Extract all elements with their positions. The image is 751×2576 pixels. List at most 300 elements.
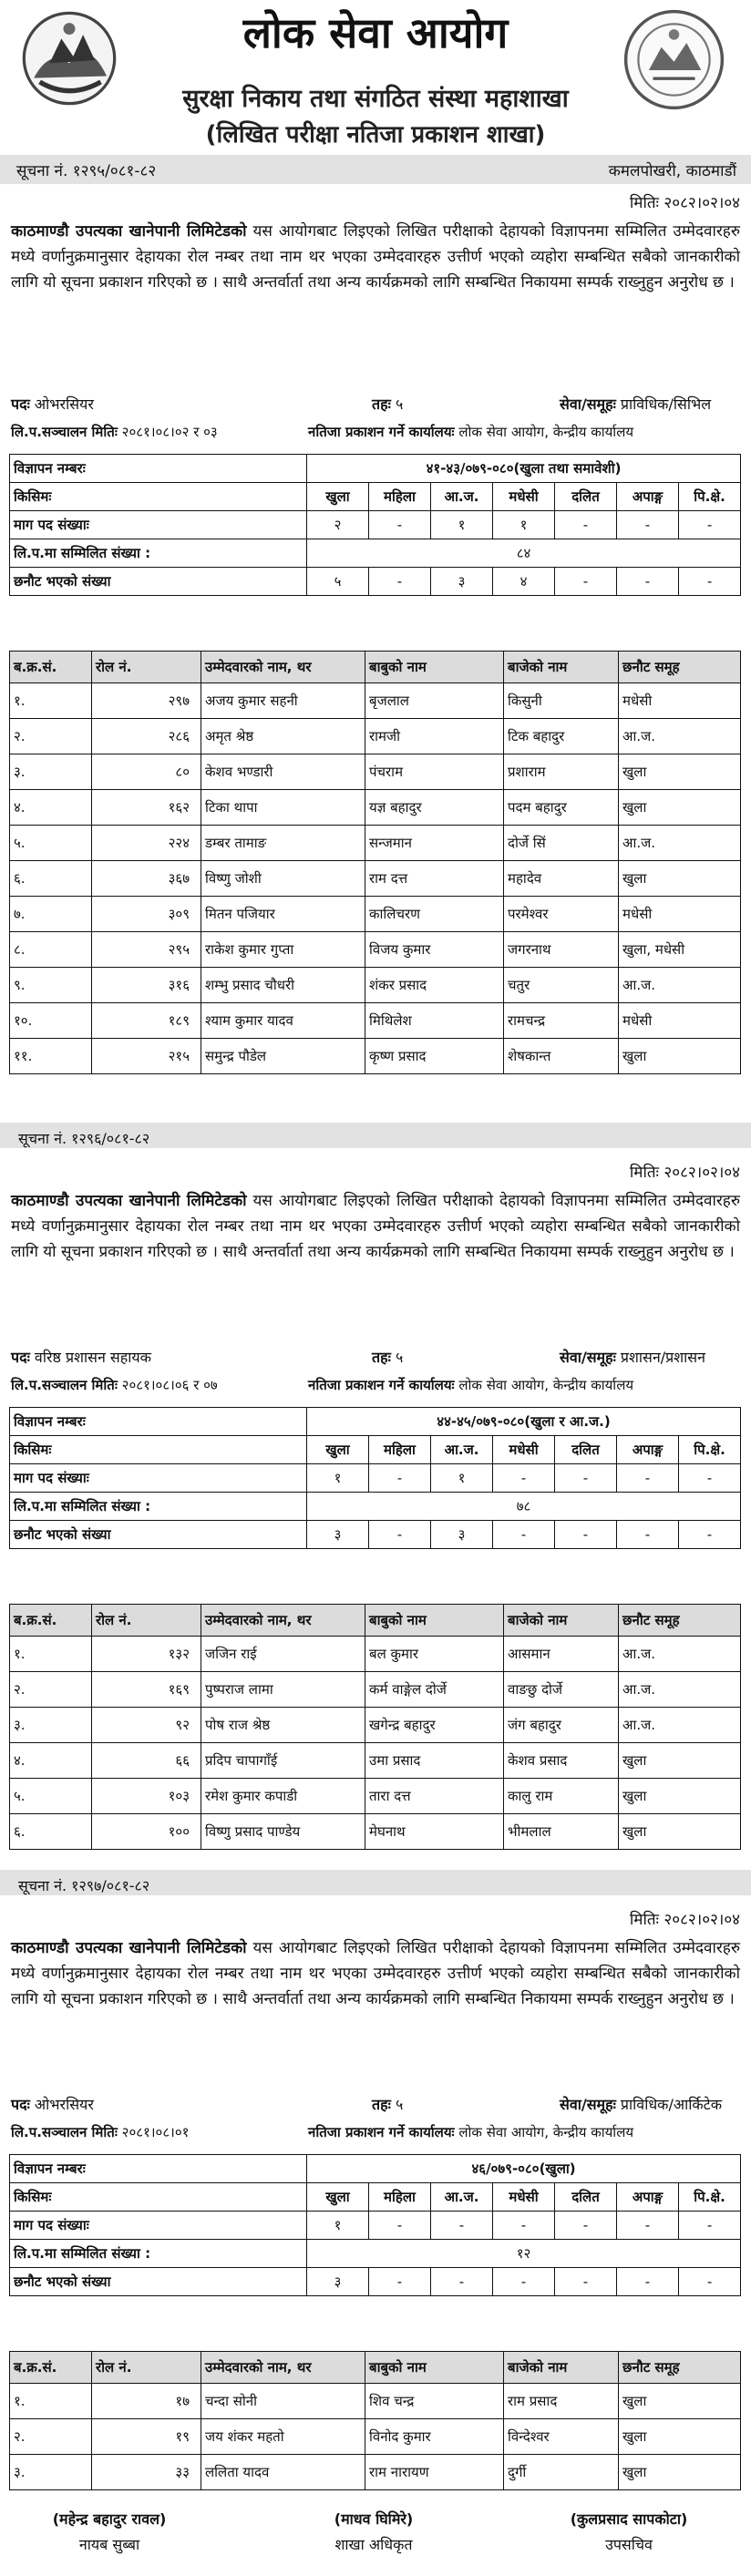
signatory-title: शाखा अधिकृत	[334, 2536, 413, 2553]
kind-label: किसिमः	[10, 2183, 307, 2212]
group-cell: खुला	[619, 790, 741, 826]
category-header: खुला	[307, 2183, 369, 2212]
grandfather-name-cell: प्रशाराम	[504, 754, 619, 790]
notice-date: मितिः २०८२।०२।०४	[629, 194, 740, 212]
table-row	[10, 1779, 741, 1814]
demand-cell: -	[369, 2212, 431, 2240]
group-cell: खुला	[619, 2455, 741, 2490]
candidate-name-cell: प्रदिप चापागाँई	[201, 1743, 365, 1779]
signatory-name: (कुलप्रसाद सापकोटा)	[570, 2510, 688, 2528]
notice-paragraph	[11, 1935, 740, 2012]
exam-info-row	[0, 1372, 751, 1398]
column-header: बाबुको नाम	[365, 1605, 504, 1637]
serial-cell: ७.	[10, 897, 92, 932]
notice-bar	[0, 155, 751, 184]
table-row	[10, 968, 741, 1003]
serial-cell: ६.	[10, 861, 92, 897]
selected-cell: ३	[431, 568, 493, 596]
organization-name: काठमाण्डौ उपत्यका खानेपानी लिमिटेडको	[11, 1192, 247, 1210]
table-row	[10, 1743, 741, 1779]
grandfather-name-cell: महादेव	[504, 861, 619, 897]
service-field: सेवा/समूहः प्राविधिक/आर्किटेक	[560, 2096, 722, 2113]
roll-number-cell: २२४	[92, 826, 201, 861]
group-cell: आ.ज.	[619, 1708, 741, 1743]
candidate-name-cell: टिका थापा	[201, 790, 365, 826]
selected-cell: -	[679, 568, 741, 596]
grandfather-name-cell: आसमान	[504, 1637, 619, 1672]
total-value: ८४	[307, 539, 741, 568]
selected-cell: -	[555, 568, 617, 596]
column-header: ब.क्र.सं.	[10, 2352, 92, 2384]
notice-bar	[0, 1870, 751, 1895]
group-cell: खुला	[619, 754, 741, 790]
father-name-cell: शिव चन्द्र	[365, 2384, 504, 2419]
selected-cell: ५	[307, 568, 369, 596]
group-cell: खुला	[619, 1779, 741, 1814]
roll-number-cell: २९७	[92, 683, 201, 719]
category-header: खुला	[307, 483, 369, 511]
selected-cell: -	[493, 1521, 555, 1549]
category-header: आ.ज.	[431, 2183, 493, 2212]
post-info-row	[0, 1343, 751, 1369]
selected-cell: -	[431, 2268, 493, 2296]
candidate-name-cell: पोष राज श्रेष्ठ	[201, 1708, 365, 1743]
category-header: अपाङ्ग	[617, 1436, 679, 1464]
signatory-title: उपसचिव	[605, 2536, 653, 2553]
table-row	[10, 897, 741, 932]
serial-cell: १.	[10, 683, 92, 719]
post-field: पदः ओभरसियर	[11, 395, 94, 413]
grandfather-name-cell: केशव प्रसाद	[504, 1743, 619, 1779]
post-field: पदः ओभरसियर	[11, 2096, 94, 2113]
table-row	[10, 1637, 741, 1672]
father-name-cell: राम दत्त	[365, 861, 504, 897]
adv-no-value: ४४-४५/०७९-०८०(खुला र आ.ज.)	[307, 1408, 741, 1436]
grandfather-name-cell: परमेश्वर	[504, 897, 619, 932]
result-office-field: नतिजा प्रकाशन गर्ने कार्यालयः लोक सेवा आयोग, केन्द्रीय कार्यालय	[308, 424, 634, 440]
roll-number-cell: २८६	[92, 719, 201, 754]
column-header: छनौट समूह	[619, 652, 741, 683]
serial-cell: ५.	[10, 1779, 92, 1814]
total-label: लि.प.मा सम्मिलित संख्या :	[10, 1493, 307, 1521]
selected-cell: -	[679, 2268, 741, 2296]
signatory	[9, 2509, 210, 2554]
selected-cell: -	[369, 1521, 431, 1549]
table-row	[10, 826, 741, 861]
candidate-name-cell: अजय कुमार सहनी	[201, 683, 365, 719]
serial-cell: १.	[10, 1637, 92, 1672]
category-header: अपाङ्ग	[617, 2183, 679, 2212]
candidate-name-cell: शम्भु प्रसाद चौधरी	[201, 968, 365, 1003]
table-row	[10, 1672, 741, 1708]
demand-cell: -	[617, 511, 679, 539]
demand-cell: -	[493, 2212, 555, 2240]
serial-cell: ३.	[10, 754, 92, 790]
roll-number-cell: ३३	[92, 2455, 201, 2490]
roll-number-cell: १९	[92, 2419, 201, 2455]
candidate-name-cell: श्याम कुमार यादव	[201, 1003, 365, 1039]
category-header: महिला	[369, 2183, 431, 2212]
demand-label: माग पद संख्याः	[10, 511, 307, 539]
demand-cell: १	[493, 511, 555, 539]
candidate-name-cell: केशव भण्डारी	[201, 754, 365, 790]
table-row	[10, 2384, 741, 2419]
father-name-cell: पंचराम	[365, 754, 504, 790]
commission-title: लोक सेवा आयोग	[242, 8, 509, 57]
selected-cell: ३	[431, 1521, 493, 1549]
notice-paragraph	[11, 1188, 740, 1265]
grandfather-name-cell: दुर्गी	[504, 2455, 619, 2490]
roll-number-cell: ३१६	[92, 968, 201, 1003]
demand-cell: -	[679, 511, 741, 539]
group-cell: आ.ज.	[619, 968, 741, 1003]
grandfather-name-cell: जंग बहादुर	[504, 1708, 619, 1743]
exam-date-field: लि.प.सञ्चालन मितिः २०८१।०८।०२ र ०३	[11, 424, 218, 440]
notice-body: यस आयोगबाट लिइएको लिखित परीक्षाको देहायको विज्ञापनमा सम्मिलित उम्मेदवारहरु मध्ये वर्णानुक्रमानुसार देहायका रोल नम्बर तथा नाम थर भएका उम्मेदवारहरु उत्तीर्ण भएको व्यहोरा सम्बन्धित सबैको जानकारीको लागि यो सूचना प्रकाशन गरिएको छ । साथै अन्तर्वार्ता तथा अन्य कार्यक्रमको लागि सम्बन्धित निकायमा सम्पर्क राख्नुहुन अनुरोध छ ।	[11, 222, 740, 292]
father-name-cell: सन्जमान	[365, 826, 504, 861]
selected-cell: -	[617, 1521, 679, 1549]
demand-cell: -	[617, 2212, 679, 2240]
category-header: आ.ज.	[431, 483, 493, 511]
demand-cell: -	[679, 2212, 741, 2240]
candidate-name-cell: समुन्द्र पौडेल	[201, 1039, 365, 1074]
category-header: पि.क्षे.	[679, 2183, 741, 2212]
candidate-name-cell: डम्बर तामाङ	[201, 826, 365, 861]
group-cell: खुला	[619, 1039, 741, 1074]
roll-number-cell: ८०	[92, 754, 201, 790]
demand-cell: -	[369, 511, 431, 539]
column-header: बाजेको नाम	[504, 652, 619, 683]
column-header: रोल नं.	[92, 1605, 201, 1637]
signatory-title: नायब सुब्बा	[78, 2536, 140, 2553]
demand-cell: -	[369, 1464, 431, 1493]
signatory	[520, 2509, 738, 2554]
post-info-row	[0, 390, 751, 416]
category-header: दलित	[555, 2183, 617, 2212]
demand-cell: -	[679, 1464, 741, 1493]
category-header: मधेसी	[493, 483, 555, 511]
column-header: उम्मेदवारको नाम, थर	[201, 2352, 365, 2384]
group-cell: मधेसी	[619, 1003, 741, 1039]
service-field: सेवा/समूहः प्राविधिक/सिभिल	[560, 395, 712, 413]
grandfather-name-cell: राम प्रसाद	[504, 2384, 619, 2419]
table-row	[10, 2419, 741, 2455]
results-table	[9, 1604, 741, 1850]
post-field: पदः वरिष्ठ प्रशासन सहायक	[11, 1349, 151, 1366]
post-info-row	[0, 2090, 751, 2116]
serial-cell: १.	[10, 2384, 92, 2419]
group-cell: खुला	[619, 1814, 741, 1850]
selected-cell: ४	[493, 568, 555, 596]
category-header: दलित	[555, 483, 617, 511]
roll-number-cell: १०३	[92, 1779, 201, 1814]
column-header: ब.क्र.सं.	[10, 1605, 92, 1637]
level-field: तहः ५	[372, 2096, 404, 2113]
candidate-name-cell: पुष्पराज लामा	[201, 1672, 365, 1708]
adv-no-value: ४६/०७९-०८०(खुला)	[307, 2155, 741, 2183]
candidate-name-cell: रमेश कुमार कपाडी	[201, 1779, 365, 1814]
roll-number-cell: ९२	[92, 1708, 201, 1743]
signatory-name: (माधव घिमिरे)	[334, 2510, 414, 2528]
psc-logo-icon	[622, 7, 726, 112]
grandfather-name-cell: विन्देश्वर	[504, 2419, 619, 2455]
demand-cell: -	[431, 2212, 493, 2240]
selected-label: छनौट भएको संख्या	[10, 2268, 307, 2296]
kind-label: किसिमः	[10, 483, 307, 511]
result-office-field: नतिजा प्रकाशन गर्ने कार्यालयः लोक सेवा आयोग, केन्द्रीय कार्यालय	[308, 1377, 634, 1393]
father-name-cell: यज्ञ बहादुर	[365, 790, 504, 826]
column-header: बाजेको नाम	[504, 2352, 619, 2384]
column-header: छनौट समूह	[619, 2352, 741, 2384]
grandfather-name-cell: जगरनाथ	[504, 932, 619, 968]
column-header: बाजेको नाम	[504, 1605, 619, 1637]
result-office-field: नतिजा प्रकाशन गर्ने कार्यालयः लोक सेवा आयोग, केन्द्रीय कार्यालय	[308, 2124, 634, 2140]
category-header: मधेसी	[493, 1436, 555, 1464]
father-name-cell: बल कुमार	[365, 1637, 504, 1672]
notice-date: मितिः २०८२।०२।०४	[629, 1164, 740, 1182]
selected-cell: -	[369, 2268, 431, 2296]
selected-cell: -	[679, 1521, 741, 1549]
demand-label: माग पद संख्याः	[10, 2212, 307, 2240]
adv-no-label: विज्ञापन नम्बरः	[10, 455, 307, 483]
selected-label: छनौट भएको संख्या	[10, 1521, 307, 1549]
branch-title: (लिखित परीक्षा नतिजा प्रकाशन शाखा)	[205, 121, 546, 149]
table-row	[10, 719, 741, 754]
roll-number-cell: १००	[92, 1814, 201, 1850]
table-row	[10, 754, 741, 790]
group-cell: मधेसी	[619, 897, 741, 932]
serial-cell: ५.	[10, 826, 92, 861]
level-field: तहः ५	[372, 1349, 404, 1366]
selected-cell: -	[493, 2268, 555, 2296]
column-header: उम्मेदवारको नाम, थर	[201, 652, 365, 683]
serial-cell: २.	[10, 1672, 92, 1708]
father-name-cell: कालिचरण	[365, 897, 504, 932]
selected-cell: -	[369, 568, 431, 596]
roll-number-cell: १६२	[92, 790, 201, 826]
demand-cell: -	[617, 1464, 679, 1493]
roll-number-cell: २१५	[92, 1039, 201, 1074]
serial-cell: ३.	[10, 1708, 92, 1743]
demand-cell: १	[307, 1464, 369, 1493]
total-label: लि.प.मा सम्मिलित संख्या :	[10, 539, 307, 568]
category-header: अपाङ्ग	[617, 483, 679, 511]
group-cell: खुला, मधेसी	[619, 932, 741, 968]
exam-date-field: लि.प.सञ्चालन मितिः २०८१।०८।०१	[11, 2124, 190, 2140]
notice-section-1	[0, 184, 751, 1123]
table-row	[10, 1003, 741, 1039]
demand-cell: १	[307, 2212, 369, 2240]
group-cell: आ.ज.	[619, 719, 741, 754]
advertisement-table	[9, 454, 741, 596]
notice-number: सूचना नं. १२९७/०८१-८२	[18, 1877, 150, 1894]
group-cell: आ.ज.	[619, 1637, 741, 1672]
notice-number: सूचना नं. १२९५/०८१-८२	[16, 162, 157, 180]
table-row	[10, 1814, 741, 1850]
column-header: ब.क्र.सं.	[10, 652, 92, 683]
demand-cell: -	[555, 511, 617, 539]
exam-info-row	[0, 419, 751, 445]
selected-cell: -	[617, 568, 679, 596]
notice-section-2	[0, 1123, 751, 1870]
demand-cell: -	[555, 1464, 617, 1493]
father-name-cell: मेघनाथ	[365, 1814, 504, 1850]
candidate-name-cell: ललिता यादव	[201, 2455, 365, 2490]
category-header: आ.ज.	[431, 1436, 493, 1464]
serial-cell: ११.	[10, 1039, 92, 1074]
grandfather-name-cell: टिक बहादुर	[504, 719, 619, 754]
father-name-cell: बृजलाल	[365, 683, 504, 719]
candidate-name-cell: विष्णु प्रसाद पाण्डेय	[201, 1814, 365, 1850]
demand-label: माग पद संख्याः	[10, 1464, 307, 1493]
service-field: सेवा/समूहः प्रशासन/प्रशासन	[560, 1349, 705, 1366]
serial-cell: ४.	[10, 790, 92, 826]
father-name-cell: मिथिलेश	[365, 1003, 504, 1039]
table-row	[10, 932, 741, 968]
roll-number-cell: ३०९	[92, 897, 201, 932]
grandfather-name-cell: वाङछु दोर्जे	[504, 1672, 619, 1708]
selected-cell: -	[555, 2268, 617, 2296]
selected-cell: ३	[307, 1521, 369, 1549]
division-title: सुरक्षा निकाय तथा संगठित संस्था महाशाखा	[182, 85, 569, 113]
notice-bar	[0, 1123, 751, 1148]
candidate-name-cell: मितन पजियार	[201, 897, 365, 932]
table-row	[10, 683, 741, 719]
table-row	[10, 861, 741, 897]
column-header: रोल नं.	[92, 2352, 201, 2384]
roll-number-cell: ३६७	[92, 861, 201, 897]
column-header: बाबुको नाम	[365, 652, 504, 683]
category-header: खुला	[307, 1436, 369, 1464]
selected-cell: -	[555, 1521, 617, 1549]
father-name-cell: खगेन्द्र बहादुर	[365, 1708, 504, 1743]
grandfather-name-cell: रामचन्द्र	[504, 1003, 619, 1039]
adv-no-value: ४१-४३/०७९-०८०(खुला तथा समावेशी)	[307, 455, 741, 483]
group-cell: खुला	[619, 2384, 741, 2419]
notice-body: यस आयोगबाट लिइएको लिखित परीक्षाको देहायको विज्ञापनमा सम्मिलित उम्मेदवारहरु मध्ये वर्णानुक्रमानुसार देहायका रोल नम्बर तथा नाम थर भएका उम्मेदवारहरु उत्तीर्ण भएको व्यहोरा सम्बन्धित सबैको जानकारीको लागि यो सूचना प्रकाशन गरिएको छ । साथै अन्तर्वार्ता तथा अन्य कार्यक्रमको लागि सम्बन्धित निकायमा सम्पर्क राख्नुहुन अनुरोध छ ।	[11, 1192, 740, 1261]
total-value: ७८	[307, 1493, 741, 1521]
roll-number-cell: २९५	[92, 932, 201, 968]
results-table	[9, 651, 741, 1074]
group-cell: खुला	[619, 861, 741, 897]
selected-cell: ३	[307, 2268, 369, 2296]
category-header: पि.क्षे.	[679, 483, 741, 511]
serial-cell: २.	[10, 2419, 92, 2455]
category-header: दलित	[555, 1436, 617, 1464]
father-name-cell: रामजी	[365, 719, 504, 754]
grandfather-name-cell: दोर्जे सिं	[504, 826, 619, 861]
demand-cell: १	[431, 1464, 493, 1493]
category-header: मधेसी	[493, 2183, 555, 2212]
group-cell: आ.ज.	[619, 1672, 741, 1708]
serial-cell: ६.	[10, 1814, 92, 1850]
father-name-cell: उमा प्रसाद	[365, 1743, 504, 1779]
notice-section-3	[0, 1870, 751, 2499]
father-name-cell: राम नारायण	[365, 2455, 504, 2490]
adv-no-label: विज्ञापन नम्बरः	[10, 2155, 307, 2183]
exam-info-row	[0, 2119, 751, 2145]
table-row	[10, 2455, 741, 2490]
adv-no-label: विज्ञापन नम्बरः	[10, 1408, 307, 1436]
father-name-cell: शंकर प्रसाद	[365, 968, 504, 1003]
page-header	[0, 0, 751, 155]
total-value: १२	[307, 2240, 741, 2268]
father-name-cell: विजय कुमार	[365, 932, 504, 968]
category-header: महिला	[369, 483, 431, 511]
serial-cell: ४.	[10, 1743, 92, 1779]
advertisement-table	[9, 1407, 741, 1549]
selected-cell: -	[617, 2268, 679, 2296]
level-field: तहः ५	[372, 395, 404, 413]
results-table	[9, 2351, 741, 2490]
father-name-cell: तारा दत्त	[365, 1779, 504, 1814]
father-name-cell: विनोद कुमार	[365, 2419, 504, 2455]
column-header: रोल नं.	[92, 652, 201, 683]
roll-number-cell: १८९	[92, 1003, 201, 1039]
demand-cell: १	[431, 511, 493, 539]
notice-number: सूचना नं. १२९६/०८१-८२	[18, 1130, 150, 1147]
column-header: बाबुको नाम	[365, 2352, 504, 2384]
serial-cell: १०.	[10, 1003, 92, 1039]
father-name-cell: कर्म वाङ्गेल दोर्जे	[365, 1672, 504, 1708]
grandfather-name-cell: भीमलाल	[504, 1814, 619, 1850]
grandfather-name-cell: चतुर	[504, 968, 619, 1003]
category-header: महिला	[369, 1436, 431, 1464]
candidate-name-cell: चन्दा सोनी	[201, 2384, 365, 2419]
group-cell: आ.ज.	[619, 826, 741, 861]
grandfather-name-cell: पदम बहादुर	[504, 790, 619, 826]
column-header: उम्मेदवारको नाम, थर	[201, 1605, 365, 1637]
grandfather-name-cell: शेषकान्त	[504, 1039, 619, 1074]
exam-date-field: लि.प.सञ्चालन मितिः २०८१।०८।०६ र ०७	[11, 1377, 218, 1393]
group-cell: खुला	[619, 2419, 741, 2455]
office-location: कमलपोखरी, काठमाडौं	[608, 162, 736, 180]
organization-name: काठमाण्डौ उपत्यका खानेपानी लिमिटेडको	[11, 222, 247, 241]
group-cell: मधेसी	[619, 683, 741, 719]
notice-date: मितिः २०८२।०२।०४	[629, 1911, 740, 1929]
serial-cell: ३.	[10, 2455, 92, 2490]
kind-label: किसिमः	[10, 1436, 307, 1464]
column-header: छनौट समूह	[619, 1605, 741, 1637]
category-header: पि.क्षे.	[679, 1436, 741, 1464]
serial-cell: २.	[10, 719, 92, 754]
table-row	[10, 1039, 741, 1074]
grandfather-name-cell: कालु राम	[504, 1779, 619, 1814]
signatory	[273, 2509, 474, 2554]
table-row	[10, 790, 741, 826]
demand-cell: -	[555, 2212, 617, 2240]
notice-paragraph	[11, 219, 740, 295]
organization-name: काठमाण्डौ उपत्यका खानेपानी लिमिटेडको	[11, 1939, 247, 1957]
selected-label: छनौट भएको संख्या	[10, 568, 307, 596]
group-cell: खुला	[619, 1743, 741, 1779]
grandfather-name-cell: किसुनी	[504, 683, 619, 719]
total-label: लि.प.मा सम्मिलित संख्या :	[10, 2240, 307, 2268]
notice-body: यस आयोगबाट लिइएको लिखित परीक्षाको देहायको विज्ञापनमा सम्मिलित उम्मेदवारहरु मध्ये वर्णानुक्रमानुसार देहायका रोल नम्बर तथा नाम थर भएका उम्मेदवारहरु उत्तीर्ण भएको व्यहोरा सम्बन्धित सबैको जानकारीको लागि यो सूचना प्रकाशन गरिएको छ । साथै अन्तर्वार्ता तथा अन्य कार्यक्रमको लागि सम्बन्धित निकायमा सम्पर्क राख्नुहुन अनुरोध छ ।	[11, 1939, 740, 2008]
roll-number-cell: १६९	[92, 1672, 201, 1708]
roll-number-cell: १७	[92, 2384, 201, 2419]
table-row	[10, 1708, 741, 1743]
signature-block	[0, 2501, 751, 2574]
serial-cell: ९.	[10, 968, 92, 1003]
candidate-name-cell: विष्णु जोशी	[201, 861, 365, 897]
candidate-name-cell: अमृत श्रेष्ठ	[201, 719, 365, 754]
demand-cell: -	[493, 1464, 555, 1493]
advertisement-table	[9, 2154, 741, 2296]
demand-cell: २	[307, 511, 369, 539]
candidate-name-cell: जजिन राई	[201, 1637, 365, 1672]
roll-number-cell: ६६	[92, 1743, 201, 1779]
